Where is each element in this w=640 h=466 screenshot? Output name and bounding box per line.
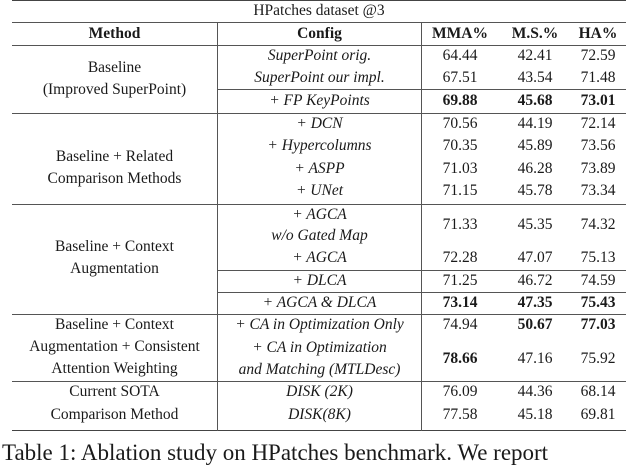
header-mma: MMA% [432, 25, 488, 42]
ms-cell: 45.89 [517, 137, 553, 154]
ha-cell: 74.32 [580, 216, 616, 233]
ms-cell: 47.07 [517, 249, 553, 266]
ha-cell: 68.14 [580, 383, 616, 400]
ha-cell: 73.01 [580, 92, 616, 109]
ha-cell: 75.92 [580, 350, 616, 367]
method-label: (Improved SuperPoint) [42, 81, 187, 98]
method-label: Attention Weighting [51, 360, 178, 377]
ha-cell: 74.59 [580, 272, 616, 289]
ms-cell: 45.35 [517, 216, 553, 233]
table-caption: Table 1: Ablation study on HPatches benchmark. We report [2, 440, 549, 465]
ha-cell: 72.59 [580, 47, 616, 64]
mma-cell: 71.15 [442, 182, 478, 199]
config-cell-line2: w/o Gated Map [271, 227, 368, 244]
header-ms: M.S.% [511, 25, 559, 42]
ha-cell: 72.14 [580, 115, 616, 132]
mma-cell: 71.03 [442, 160, 478, 177]
method-label: Baseline + Related [55, 148, 174, 165]
ms-cell: 46.28 [517, 160, 553, 177]
ms-cell: 44.19 [517, 115, 553, 132]
ms-cell: 43.54 [517, 69, 553, 86]
config-cell: + CA in Optimization Only [235, 316, 404, 333]
header-config: Config [297, 25, 342, 42]
mma-cell: 73.14 [442, 294, 478, 311]
mma-cell: 69.88 [442, 92, 478, 109]
vrule-config-metrics [421, 23, 422, 431]
ms-cell: 42.41 [517, 47, 553, 64]
ha-cell: 69.81 [580, 406, 616, 423]
config-cell: + DCN [296, 115, 343, 132]
rule-bottom [12, 430, 626, 431]
mma-cell: 67.51 [442, 69, 478, 86]
mma-cell: 76.09 [442, 383, 478, 400]
config-cell: + AGCA [292, 206, 347, 223]
mma-cell: 78.66 [442, 350, 478, 367]
config-cell: SuperPoint orig. [267, 47, 372, 64]
config-cell: + FP KeyPoints [269, 92, 370, 109]
config-cell: + UNet [295, 182, 344, 199]
method-label: Augmentation [70, 260, 159, 277]
ha-cell: 73.56 [580, 137, 616, 154]
mma-cell: 71.25 [442, 272, 478, 289]
config-cell: + Hypercolumns [267, 137, 372, 154]
ms-cell: 45.78 [517, 182, 553, 199]
ms-cell: 45.68 [517, 92, 553, 109]
ms-cell: 45.18 [517, 406, 553, 423]
table-title: HPatches dataset @3 [253, 2, 385, 19]
mma-cell: 71.33 [442, 216, 478, 233]
config-cell: DISK (2K) [286, 383, 353, 400]
config-cell: + ASPP [294, 160, 345, 177]
ha-cell: 77.03 [580, 316, 616, 333]
mma-cell: 74.94 [442, 316, 478, 333]
method-label: Comparison Method [50, 406, 179, 423]
ha-cell: 75.43 [580, 294, 616, 311]
ms-cell: 50.67 [517, 316, 553, 333]
method-label: Comparison Methods [47, 170, 182, 187]
method-label: Augmentation + Consistent [29, 338, 200, 355]
method-label: Current SOTA [69, 383, 160, 400]
config-cell: + AGCA & DLCA [262, 294, 377, 311]
config-cell-line2: and Matching (MTLDesc) [238, 361, 401, 378]
ha-cell: 75.13 [580, 249, 616, 266]
ha-cell: 71.48 [580, 69, 616, 86]
method-label: Baseline + Context [55, 238, 174, 255]
header-method: Method [88, 25, 141, 42]
mma-cell: 72.28 [442, 249, 478, 266]
ms-cell: 47.16 [517, 350, 553, 367]
method-label: Baseline [87, 59, 142, 76]
ms-cell: 46.72 [517, 272, 553, 289]
method-label: Baseline + Context [55, 316, 174, 333]
config-cell: DISK(8K) [288, 406, 351, 423]
mma-cell: 77.58 [442, 406, 478, 423]
mma-cell: 70.56 [442, 115, 478, 132]
config-cell: + DLCA [292, 272, 347, 289]
ha-cell: 73.89 [580, 160, 616, 177]
config-cell: + AGCA [292, 249, 347, 266]
ms-cell: 47.35 [517, 294, 553, 311]
config-cell: + CA in Optimization [252, 339, 387, 356]
mma-cell: 64.44 [442, 47, 478, 64]
mma-cell: 70.35 [442, 137, 478, 154]
ms-cell: 44.36 [517, 383, 553, 400]
ha-cell: 73.34 [580, 182, 616, 199]
config-cell: SuperPoint our impl. [254, 69, 385, 86]
header-ha: HA% [578, 25, 618, 42]
